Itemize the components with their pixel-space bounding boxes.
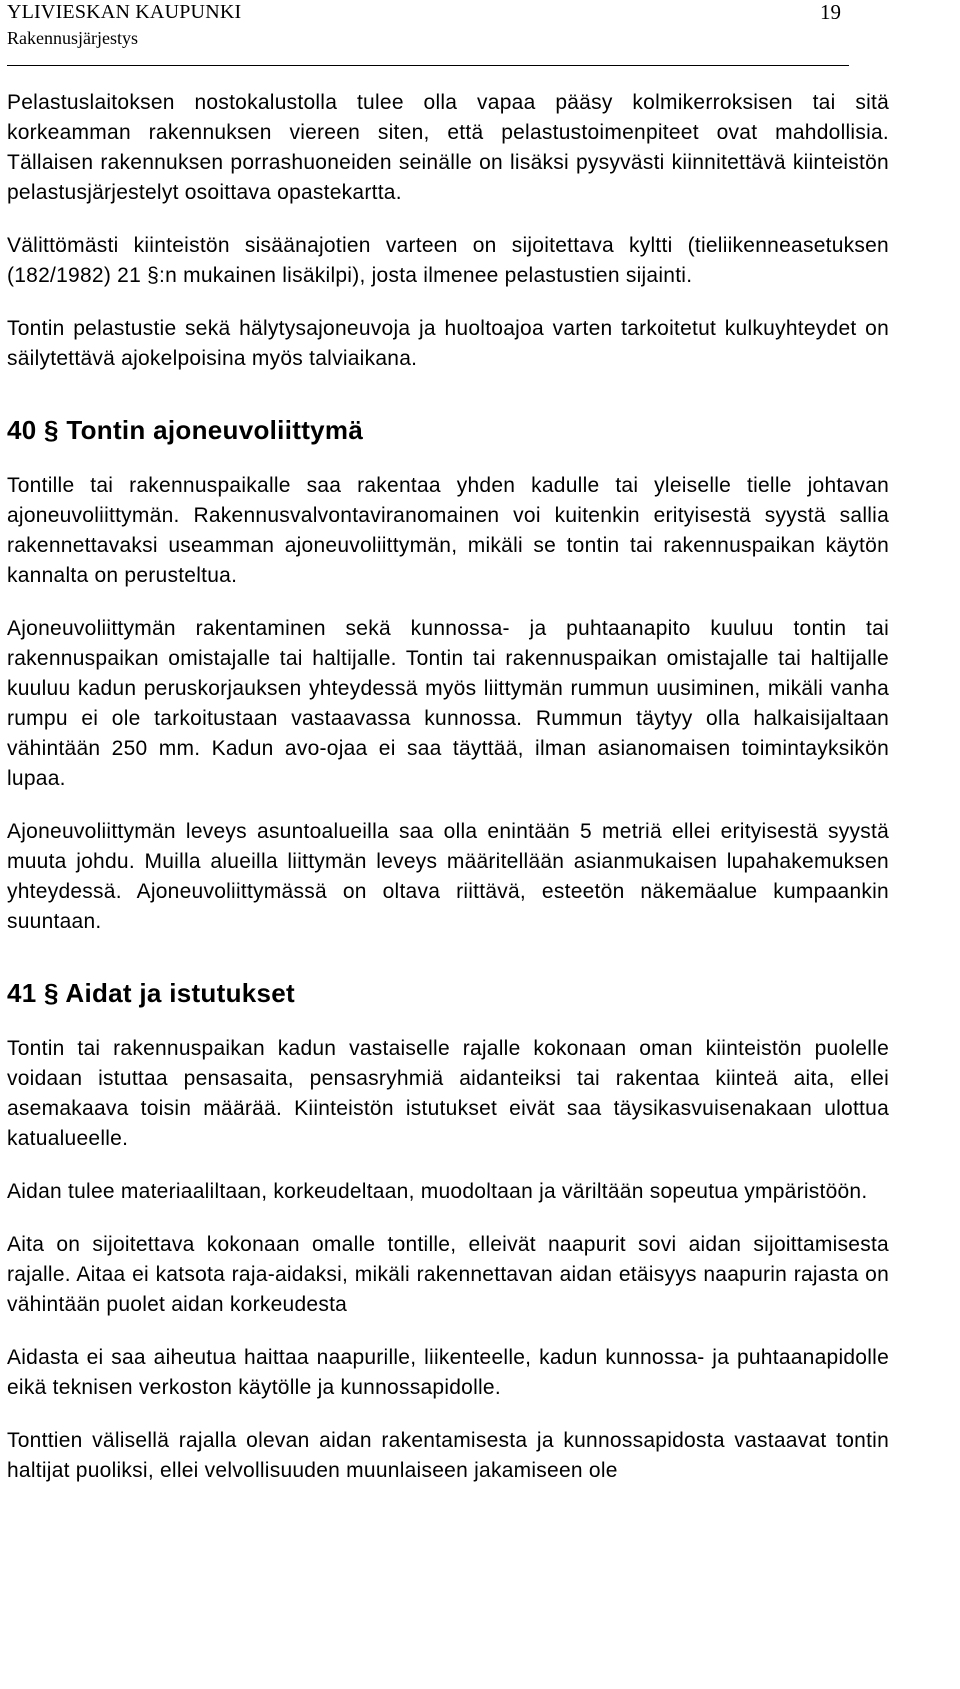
paragraph: Tontin tai rakennuspaikan kadun vastaiselle rajalle kokonaan oman kiinteistön puolelle voidaan istuttaa pensasaita, pensasryhmiä aidanteiksi tai rakentaa kiinteä aita, ellei asemakaava toisin määrää. Kiinteistön istutukset eivät saa täysikasvuisenakaan ulottua katualueelle. — [7, 1037, 889, 1150]
paragraph: Aita on sijoitettava kokonaan omalle tontille, elleivät naapurit sovi aidan sijoittamisesta rajalle. Aitaa ei katsota raja-aidaksi, mikäli rakennettavan aidan etäisyys naapurin rajasta on vähintään puolet aidan korkeudesta — [7, 1233, 889, 1316]
paragraph: Tonttien välisellä rajalla olevan aidan rakentamisesta ja kunnossapidosta vastaavat tontin haltijat puoliksi, ellei velvollisuuden muunlaiseen jakamiseen ole — [7, 1429, 889, 1482]
paragraph: Tontille tai rakennuspaikalle saa rakentaa yhden kadulle tai yleiselle tielle johtavan ajoneuvoliittymän. Rakennusvalvontaviranomainen voi kuitenkin erityisestä syystä sallia rakennettavaksi useamman ajoneuvoliittymän, mikäli se tontin tai rakennuspaikan käytön kannalta on perusteltua. — [7, 474, 889, 587]
page-number: 19 — [820, 0, 841, 24]
page-header — [7, 0, 849, 68]
paragraph: Aidan tulee materiaaliltaan, korkeudeltaan, muodoltaan ja väriltään sopeutua ympäristöön. — [7, 1180, 868, 1203]
paragraph: Välittömästi kiinteistön sisäänajotien varteen on sijoitettava kyltti (tieliikenneasetuksen (182/1982) 21 §:n mukainen lisäkilpi), josta ilmenee pelastustien sijainti. — [7, 234, 889, 287]
section-heading-41: 41 § Aidat ja istutukset — [7, 978, 295, 1008]
paragraph: Tontin pelastustie sekä hälytysajoneuvoja ja huoltoajoa varten tarkoitetut kulkuyhteydet on säilytettävä ajokelpoisina myös talviaikana. — [7, 317, 889, 370]
paragraph: Pelastuslaitoksen nostokalustolla tulee olla vapaa pääsy kolmikerroksisen tai sitä korkeamman rakennuksen viereen siten, että pelastustoimenpiteet ovat mahdollisia. Tällaisen rakennuksen porrashuoneiden seinälle on lisäksi pysyvästi kiinnitettävä kiinteistön pelastusjärjestelyt osoittava opastekartta. — [7, 91, 889, 204]
section-heading-40: 40 § Tontin ajoneuvoliittymä — [7, 415, 364, 445]
paragraph: Aidasta ei saa aiheutua haittaa naapurille, liikenteelle, kadun kunnossa- ja puhtaanapidolle eikä teknisen verkoston käytölle ja kunnossapidolle. — [7, 1346, 889, 1399]
document-body — [7, 88, 889, 1509]
paragraph: Ajoneuvoliittymän leveys asuntoalueilla saa olla enintään 5 metriä ellei erityisestä syystä muuta johdu. Muilla alueilla liittymän leveys määritellään asianmukaisen lupahakemuksen yhteydessä. Ajoneuvoliittymässä on oltava riittävä, esteetön näkemäalue kumpaankin suuntaan. — [7, 820, 889, 933]
header-organization: YLIVIESKAN KAUPUNKI — [7, 1, 242, 23]
paragraph: Ajoneuvoliittymän rakentaminen sekä kunnossa- ja puhtaanapito kuuluu tontin tai rakennuspaikan omistajalle tai haltijalle. Tontin tai rakennuspaikan omistajalle tai haltijalle kuuluu kadun peruskorjauksen yhteydessä myös liittymän rummun uusiminen, mikäli vanha rumpu ei ole tarkoitustaan vastaavassa kunnossa. Rummun täytyy olla halkaisijaltaan vähintään 250 mm. Kadun avo-ojaa ei saa täyttää, ilman asianomaisen toimintayksikön lupaa. — [7, 617, 889, 790]
header-divider — [7, 65, 849, 66]
header-subtitle: Rakennusjärjestys — [7, 28, 138, 48]
